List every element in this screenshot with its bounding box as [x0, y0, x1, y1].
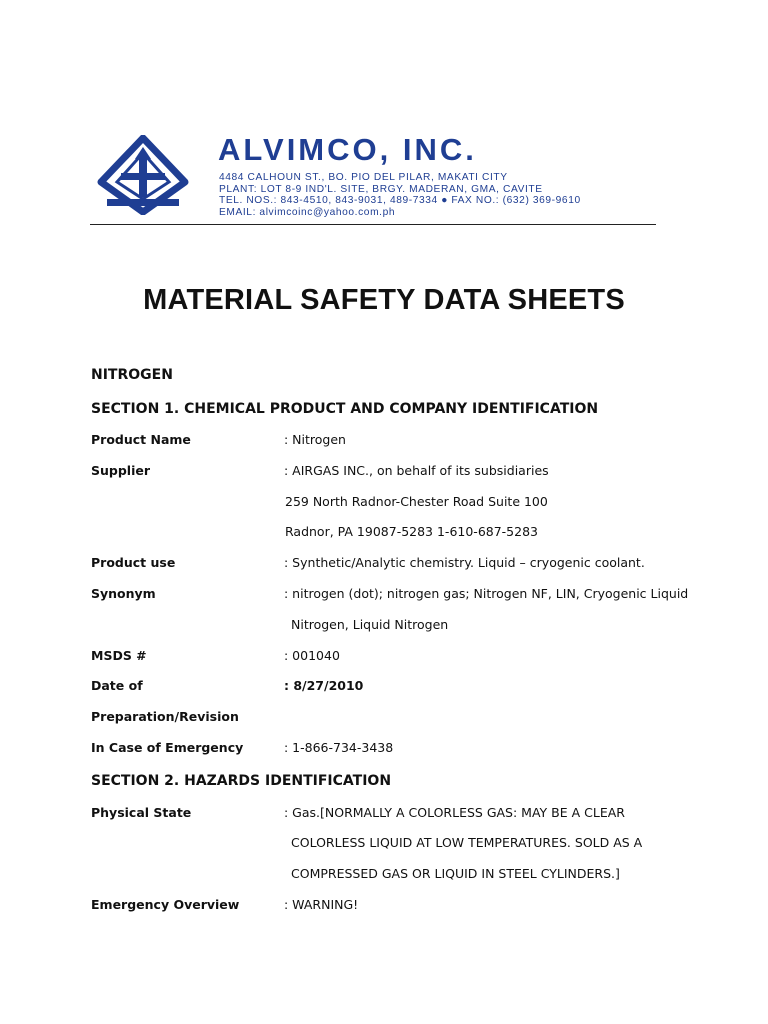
- supplier-city-phone: Radnor, PA 19087-5283 1-610-687-5283: [285, 524, 538, 539]
- letterhead-divider: [90, 224, 656, 225]
- emergency-value: : 1-866-734-3438: [284, 740, 394, 755]
- section2-heading: SECTION 2. HAZARDS IDENTIFICATION: [91, 773, 392, 789]
- phone-fax: TEL. NOS.: 843-4510, 843-9031, 489-7334 ● FAX NO.: (632) 369-9610: [219, 195, 581, 206]
- company-name: ALVIMCO, INC.: [218, 132, 477, 167]
- product-name-value: : Nitrogen: [284, 432, 346, 447]
- synonym-value: : nitrogen (dot); nitrogen gas; Nitrogen NF, LIN, Cryogenic Liquid: [284, 586, 689, 601]
- company-email: EMAIL: alvimcoinc@yahoo.com.ph: [219, 207, 396, 218]
- product-heading: NITROGEN: [91, 367, 173, 383]
- physical-state-value: : Gas.[NORMALLY A COLORLESS GAS: MAY BE A CLEAR: [284, 805, 625, 820]
- msds-value: : 001040: [284, 648, 340, 663]
- product-use-label: Product use: [91, 555, 176, 570]
- emergency-overview-value: : WARNING!: [284, 897, 359, 912]
- synonym-continuation: Nitrogen, Liquid Nitrogen: [291, 617, 449, 632]
- product-use-value: : Synthetic/Analytic chemistry. Liquid – cryogenic coolant.: [284, 555, 645, 570]
- letterhead: [92, 130, 658, 226]
- supplier-label: Supplier: [91, 463, 151, 478]
- product-name-label: Product Name: [91, 432, 191, 447]
- document-title: MATERIAL SAFETY DATA SHEETS: [143, 284, 625, 316]
- date-label-continuation: Preparation/Revision: [91, 709, 239, 724]
- msds-label: MSDS #: [91, 648, 147, 663]
- physical-state-line3: COMPRESSED GAS OR LIQUID IN STEEL CYLINDERS.]: [291, 866, 620, 881]
- physical-state-label: Physical State: [91, 805, 192, 820]
- company-address: 4484 CALHOUN ST., BO. PIO DEL PILAR, MAKATI CITY: [219, 172, 508, 183]
- plant-address: PLANT: LOT 8-9 IND'L. SITE, BRGY. MADERAN, GMA, CAVITE: [219, 184, 543, 195]
- date-value: : 8/27/2010: [284, 678, 364, 693]
- supplier-value: : AIRGAS INC., on behalf of its subsidiaries: [284, 463, 549, 478]
- supplier-address-line: 259 North Radnor-Chester Road Suite 100: [285, 494, 548, 509]
- section1-heading: SECTION 1. CHEMICAL PRODUCT AND COMPANY IDENTIFICATION: [91, 401, 599, 417]
- company-logo-icon: [97, 135, 189, 215]
- date-label: Date of: [91, 678, 143, 693]
- synonym-label: Synonym: [91, 586, 156, 601]
- physical-state-line2: COLORLESS LIQUID AT LOW TEMPERATURES. SOLD AS A: [291, 835, 643, 850]
- emergency-overview-label: Emergency Overview: [91, 897, 240, 912]
- emergency-label: In Case of Emergency: [91, 740, 244, 755]
